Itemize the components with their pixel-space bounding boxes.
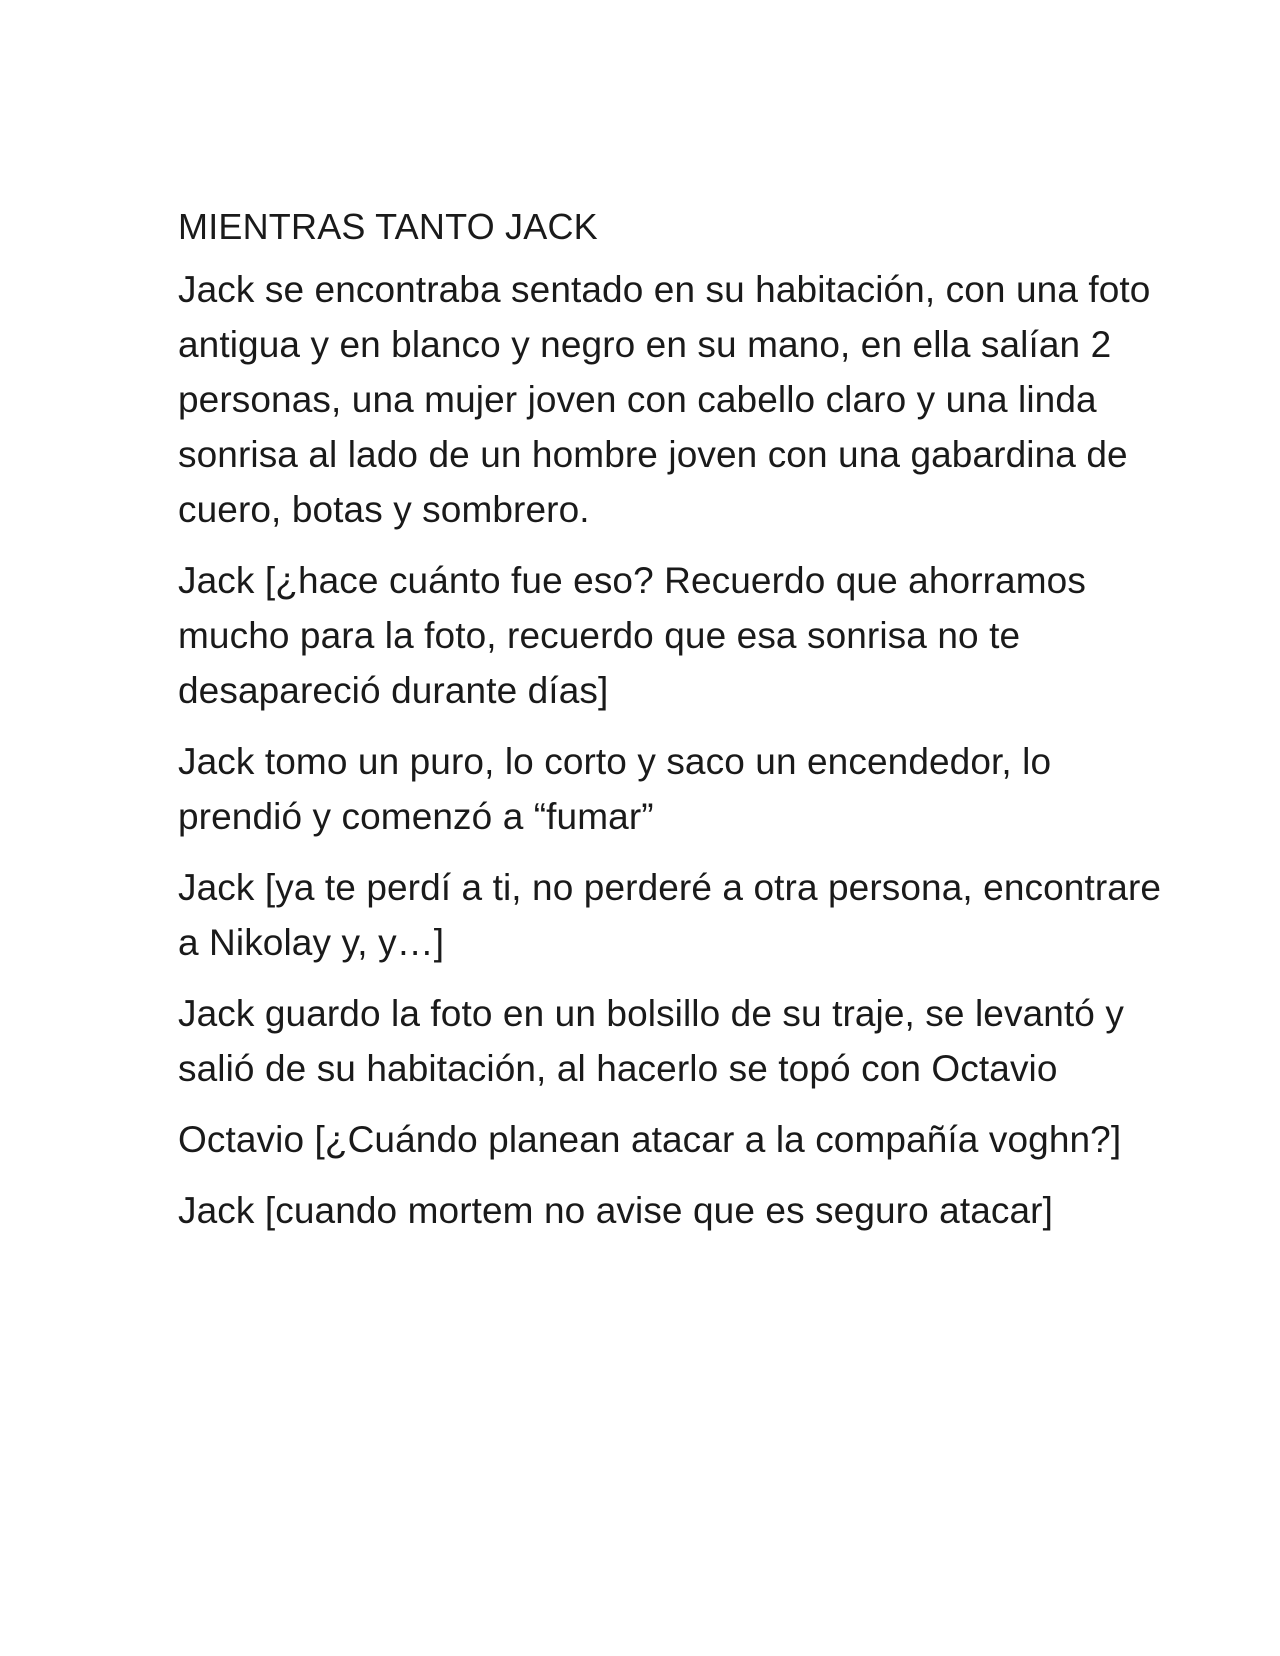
document-page — [178, 200, 1178, 1254]
paragraph-5: Jack guardo la foto en un bolsillo de su traje, se levantó y salió de su habitación, al hacerlo se topó con Octavio — [178, 993, 1124, 1089]
paragraph-6: Octavio [¿Cuándo planean atacar a la compañía voghn?] — [178, 1119, 1122, 1160]
paragraph-4: Jack [ya te perdí a ti, no perderé a otra persona, encontrare a Nikolay y, y…] — [178, 867, 1162, 963]
paragraph-2: Jack [¿hace cuánto fue eso? Recuerdo que ahorramos mucho para la foto, recuerdo que esa sonrisa no te desapareció durante días] — [178, 560, 1086, 711]
paragraph-3: Jack tomo un puro, lo corto y saco un encendedor, lo prendió y comenzó a “fumar” — [178, 741, 1052, 837]
paragraph-1: Jack se encontraba sentado en su habitación, con una foto antigua y en blanco y negro en su mano, en ella salían 2 personas, una mujer joven con cabello claro y una linda sonrisa al lado de un hombre joven con una gabardina de cuero, botas y sombrero. — [178, 269, 1151, 530]
paragraph-7: Jack [cuando mortem no avise que es seguro atacar] — [178, 1190, 1053, 1231]
chapter-heading: MIENTRAS TANTO JACK — [178, 206, 598, 247]
